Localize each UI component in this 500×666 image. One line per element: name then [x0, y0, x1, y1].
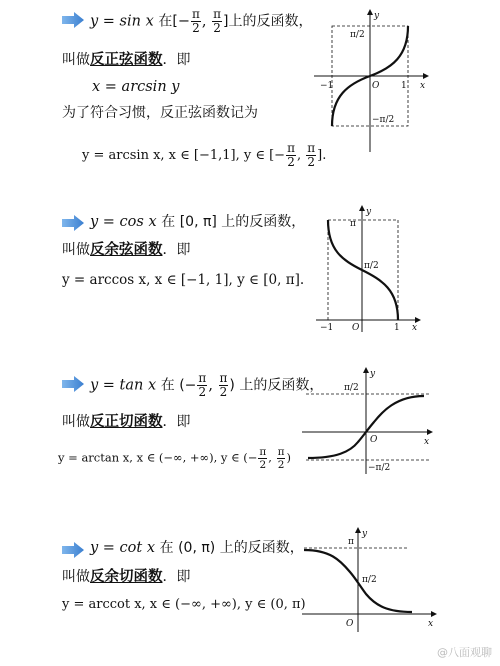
watermark: @八面观聊 — [437, 646, 492, 659]
arccot-graph — [296, 524, 440, 636]
svg-text:π: π — [348, 537, 354, 547]
svg-text:y: y — [370, 369, 376, 379]
arcsin-notation: y = arcsin x, x ∈ [−1,1], y ∈ [− $\frac{\pi}{2}$ , $\frac{\pi}{2}$ ]. — [82, 141, 327, 169]
arccot-notation: y = arccot x, x ∈ (−∞, +∞), y ∈ (0, π) — [62, 597, 306, 612]
function-name: 反正弦函数 — [90, 52, 163, 68]
fraction: $\frac{\pi}{2}$ — [277, 446, 285, 471]
arcsin-graph — [308, 6, 432, 154]
svg-text:y: y — [366, 207, 372, 217]
svg-text:π/2: π/2 — [362, 575, 377, 585]
svg-text:π/2: π/2 — [350, 30, 365, 40]
arcsin-header: y = sin x 在[− $\frac{\pi}{2}$ , $\frac{\pi}{2}$ ]上的反函数， — [90, 7, 313, 35]
svg-text:y: y — [374, 11, 380, 21]
svg-text:x: x — [428, 619, 434, 629]
arctan-name-line: 叫做反正切函数．即 — [62, 414, 191, 430]
arrow-icon — [62, 215, 84, 231]
arccot-name-line: 叫做反余切函数．即 — [62, 569, 191, 585]
fraction: $\frac{\pi}{2}$ — [259, 446, 267, 471]
svg-text:−1: −1 — [320, 81, 334, 91]
arrow-icon — [62, 376, 84, 392]
arccos-name-line: 叫做反余弦函数．即 — [62, 242, 191, 258]
arctan-graph — [296, 364, 436, 476]
svg-text:x: x — [424, 437, 430, 447]
arccos-header: y = cos x 在 [0, π] 上的反函数， — [90, 214, 306, 230]
arccos-graph — [312, 202, 424, 334]
svg-text:1: 1 — [401, 81, 407, 91]
svg-text:x: x — [420, 81, 426, 91]
svg-text:y: y — [362, 529, 368, 539]
arccot-header: y = cot x 在 (0, π) 上的反函数， — [90, 540, 304, 556]
arrow-icon — [62, 542, 84, 558]
arrow-icon — [62, 12, 84, 28]
fraction: $\frac{\pi}{2}$ — [219, 371, 228, 399]
arcsin-inverse: x = arcsin y — [92, 79, 180, 95]
function-name: 反正切函数 — [90, 414, 163, 430]
svg-text:x: x — [412, 323, 418, 333]
svg-text:O: O — [346, 619, 354, 629]
svg-text:O: O — [370, 435, 378, 445]
fraction: $\frac{\pi}{2}$ — [213, 7, 221, 35]
arctan-notation: y = arctan x, x ∈ (−∞, +∞), y ∈ (− $\frac{\pi}{2}$ , $\frac{\pi}{2}$ ) — [58, 446, 291, 471]
svg-text:−π/2: −π/2 — [368, 463, 391, 473]
fraction: $\frac{\pi}{2}$ — [192, 7, 200, 35]
arcsin-name-line: 叫做反正弦函数．即 — [62, 52, 191, 68]
function-name: 反余切函数 — [90, 569, 163, 585]
svg-text:−π/2: −π/2 — [372, 115, 395, 125]
svg-text:−1: −1 — [320, 323, 334, 333]
svg-text:π/2: π/2 — [344, 383, 359, 393]
arcsin-habit-text: 为了符合习惯，反正弦函数记为 — [62, 105, 258, 121]
arccos-notation: y = arccos x, x ∈ [−1, 1], y ∈ [0, π]. — [62, 272, 305, 288]
svg-text:1: 1 — [394, 323, 400, 333]
svg-text:O: O — [352, 323, 360, 333]
function-name: 反余弦函数 — [90, 242, 163, 258]
fraction: $\frac{\pi}{2}$ — [287, 141, 295, 169]
arctan-header: y = tan x 在 (− $\frac{\pi}{2}$ , $\frac{\pi}{2}$ ) 上的反函数， — [90, 371, 324, 399]
fraction: $\frac{\pi}{2}$ — [198, 371, 207, 399]
svg-text:π: π — [350, 219, 356, 229]
svg-text:π/2: π/2 — [364, 261, 379, 271]
fraction: $\frac{\pi}{2}$ — [307, 141, 316, 169]
svg-text:O: O — [372, 81, 380, 91]
